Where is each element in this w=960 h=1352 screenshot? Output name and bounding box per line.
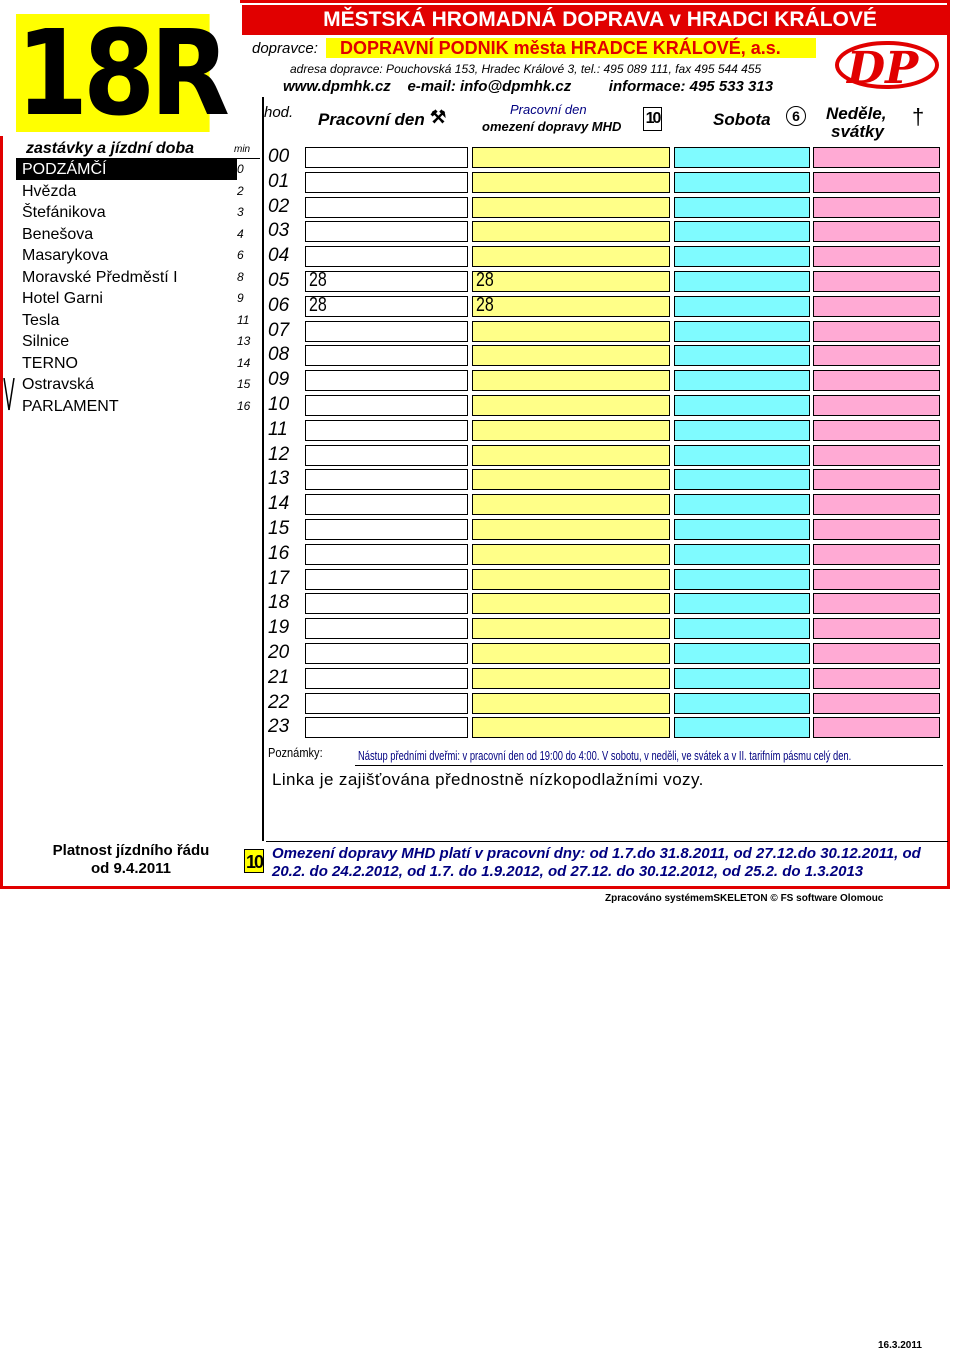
- cross-icon: †: [912, 104, 925, 129]
- hour-07: 07: [268, 319, 290, 341]
- cell-sunday-04: [813, 246, 940, 267]
- hour-13: 13: [268, 468, 290, 490]
- operator-name: DOPRAVNÍ PODNIK města HRADCE KRÁLOVÉ, a.s.: [326, 38, 816, 58]
- cell-sunday-08: [813, 345, 940, 366]
- stop-row: [16, 267, 260, 288]
- validity-line2: od 9.4.2011: [90, 860, 172, 877]
- cell-weekday-01: [305, 172, 468, 193]
- cell-restricted-13: [472, 469, 670, 490]
- stop-minutes: 14: [237, 355, 251, 370]
- cell-restricted-17: [472, 569, 670, 590]
- stop-name: PODZÁMČÍ: [22, 161, 107, 178]
- cell-sunday-22: [813, 693, 940, 714]
- cell-sunday-03: [813, 221, 940, 242]
- column-restricted-title: Pracovní den: [510, 102, 587, 117]
- cell-sunday-19: [813, 618, 940, 639]
- cell-saturday-23: [674, 717, 810, 738]
- stop-minutes: 16: [237, 398, 251, 413]
- cell-weekday-16: [305, 544, 468, 565]
- hour-19: 19: [268, 617, 290, 639]
- route-number: 18R: [16, 4, 225, 142]
- cell-saturday-00: [674, 147, 810, 168]
- cell-weekday-07: [305, 321, 468, 342]
- cell-sunday-23: [813, 717, 940, 738]
- cell-restricted-20: [472, 643, 670, 664]
- cell-saturday-04: [674, 246, 810, 267]
- cell-weekday-08: [305, 345, 468, 366]
- cell-sunday-11: [813, 420, 940, 441]
- restriction-badge-icon: 10: [244, 849, 264, 873]
- cell-weekday-00: [305, 147, 468, 168]
- cell-sunday-20: [813, 643, 940, 664]
- cell-sunday-13: [813, 469, 940, 490]
- hour-04: 04: [268, 245, 290, 267]
- stop-name: Tesla: [22, 311, 60, 329]
- column-restricted-subtitle: omezení dopravy MHD: [482, 119, 622, 134]
- cell-sunday-02: [813, 197, 940, 218]
- hour-label: hod.: [264, 104, 294, 121]
- cell-weekday-14: [305, 494, 468, 515]
- cell-sunday-05: [813, 271, 940, 292]
- column-weekday: Pracovní den: [318, 110, 425, 129]
- logo-text: DP: [847, 43, 919, 94]
- cell-weekday-12: [305, 445, 468, 466]
- cell-restricted-22: [472, 693, 670, 714]
- cell-weekday-05: [305, 271, 468, 292]
- cell-sunday-10: [813, 395, 940, 416]
- hour-03: 03: [268, 220, 290, 242]
- pick-hammer-icon: ⚒: [430, 107, 447, 127]
- cell-restricted-05: [472, 271, 670, 292]
- saturday-mark-icon: 6: [786, 106, 806, 126]
- cell-restricted-18: [472, 593, 670, 614]
- cell-weekday-17: [305, 569, 468, 590]
- cell-saturday-11: [674, 420, 810, 441]
- cell-saturday-06: [674, 296, 810, 317]
- stop-name: Silnice: [22, 333, 70, 350]
- cell-saturday-03: [674, 221, 810, 242]
- cell-weekday-15: [305, 519, 468, 540]
- cell-restricted-09: [472, 370, 670, 391]
- cell-saturday-05: [674, 271, 810, 292]
- cell-saturday-08: [674, 345, 810, 366]
- notes-text: Nástup předními dveřmi: v pracovní den od 19:00 do 4:00. V sobotu, v neděli, ve svátek a v II. tarifním pásmu celý den.: [358, 748, 852, 763]
- cell-sunday-17: [813, 569, 940, 590]
- stop-row: [16, 331, 260, 352]
- cell-saturday-21: [674, 668, 810, 689]
- stop-row: [16, 310, 260, 331]
- hour-00: 00: [268, 146, 290, 167]
- footer-divider: [266, 841, 948, 842]
- restriction-text: Omezení dopravy MHD platí v pracovní dny: od 1.7.do 31.8.2011, od 27.12.do 30.12.2011, od 20.2. do 24.2.2012, od 1.7. do 1.9.2012, od 27.12. do 30.12.2012, od 25.2. do 1.3.2013: [272, 845, 921, 880]
- hour-18: 18: [268, 592, 290, 614]
- stop-row: [16, 159, 260, 180]
- cell-saturday-12: [674, 445, 810, 466]
- hour-06: 06: [268, 294, 290, 316]
- hour-23: 23: [268, 716, 290, 738]
- cell-restricted-23: [472, 717, 670, 738]
- cell-sunday-16: [813, 544, 940, 565]
- hour-21: 21: [268, 666, 290, 688]
- hour-05: 05: [268, 270, 290, 291]
- cell-weekday-06: [305, 293, 468, 317]
- operator-address: adresa dopravce: Pouchovská 153, Hradec Králové 3, tel.: 495 089 111, fax 495 544 455: [290, 62, 762, 76]
- cell-restricted-06: [472, 293, 670, 317]
- stop-minutes: 6: [237, 248, 244, 262]
- hour-22: 22: [268, 691, 290, 713]
- hour-20: 20: [268, 642, 290, 663]
- stop-name: PARLAMENT: [22, 397, 119, 415]
- validity-line1: Platnost jízdního řádu: [52, 842, 210, 859]
- cell-restricted-19: [472, 618, 670, 639]
- cell-weekday-23: [305, 717, 468, 738]
- cell-saturday-17: [674, 569, 810, 590]
- stop-name: Hotel Garni: [22, 290, 103, 307]
- cell-sunday-21: [813, 668, 940, 689]
- cell-restricted-14: [472, 494, 670, 515]
- validity: [16, 842, 246, 884]
- hour-02: 02: [268, 195, 290, 217]
- cell-restricted-01: [472, 172, 670, 193]
- cell-sunday-15: [813, 519, 940, 540]
- cell-restricted-10: [472, 395, 670, 416]
- hour-12: 12: [268, 443, 290, 465]
- operator-label: dopravce:: [252, 40, 318, 57]
- hour-16: 16: [268, 542, 290, 564]
- divider: [262, 97, 264, 841]
- cell-weekday-21: [305, 668, 468, 689]
- stop-name: TERNO: [22, 354, 78, 372]
- stop-name: Ostravská: [22, 376, 95, 393]
- hour-01: 01: [268, 170, 290, 192]
- cell-saturday-02: [674, 197, 810, 218]
- direction-arrow-icon: [3, 378, 15, 412]
- cell-sunday-14: [813, 494, 940, 515]
- cell-weekday-13: [305, 469, 468, 490]
- hour-15: 15: [268, 518, 290, 539]
- cell-restricted-03: [472, 221, 670, 242]
- cell-saturday-20: [674, 643, 810, 664]
- restricted-mark-icon: 10: [643, 107, 662, 131]
- stop-name: Hvězda: [22, 182, 77, 200]
- cell-sunday-18: [813, 593, 940, 614]
- cell-weekday-10: [305, 395, 468, 416]
- cell-sunday-09: [813, 370, 940, 391]
- cell-restricted-11: [472, 420, 670, 441]
- stop-row: [16, 396, 260, 417]
- stop-row: [16, 353, 260, 374]
- cell-saturday-13: [674, 469, 810, 490]
- hour-10: 10: [268, 394, 290, 415]
- stop-minutes: 9: [237, 291, 244, 305]
- stop-row: [16, 288, 260, 309]
- cell-sunday-12: [813, 445, 940, 466]
- cell-saturday-19: [674, 618, 810, 639]
- stop-name: Moravské Předměstí I: [22, 268, 178, 286]
- column-saturday: Sobota: [713, 110, 771, 129]
- stop-minutes: 0: [237, 159, 261, 180]
- stop-row: [16, 181, 260, 202]
- cell-restricted-16: [472, 544, 670, 565]
- cell-restricted-12: [472, 445, 670, 466]
- stop-minutes: 2: [237, 183, 244, 198]
- stop-name: Masarykova: [22, 247, 109, 264]
- cell-weekday-19: [305, 618, 468, 639]
- stop-minutes: 3: [237, 205, 244, 219]
- stop-row: [16, 224, 260, 245]
- route-badge: [0, 0, 240, 142]
- stop-row: [16, 245, 260, 266]
- departure-minute: 28: [309, 269, 327, 291]
- cell-saturday-16: [674, 544, 810, 565]
- cell-restricted-02: [472, 197, 670, 218]
- dp-logo: [825, 35, 940, 95]
- hour-09: 09: [268, 369, 290, 391]
- stop-row: [16, 202, 260, 223]
- cell-sunday-01: [813, 172, 940, 193]
- cell-saturday-15: [674, 519, 810, 540]
- cell-weekday-20: [305, 643, 468, 664]
- cell-saturday-22: [674, 693, 810, 714]
- cell-restricted-04: [472, 246, 670, 267]
- stop-row: [16, 374, 260, 395]
- cell-saturday-07: [674, 321, 810, 342]
- stops-header-min: min: [234, 144, 251, 155]
- hour-11: 11: [268, 418, 288, 440]
- hour-17: 17: [268, 567, 290, 589]
- notes-label: Poznámky:: [268, 745, 323, 760]
- processed-by: Zpracováno systémemSKELETON © FS software Olomouc: [605, 893, 884, 904]
- cell-saturday-09: [674, 370, 810, 391]
- column-sunday-title: Neděle,: [826, 104, 887, 123]
- column-sunday-subtitle: svátky: [831, 122, 884, 141]
- cell-saturday-10: [674, 395, 810, 416]
- cell-saturday-01: [674, 172, 810, 193]
- stops-header-label: zastávky a jízdní doba: [26, 140, 195, 157]
- stop-minutes: 11: [237, 312, 250, 327]
- cell-saturday-18: [674, 593, 810, 614]
- contacts-line: www.dpmhk.cz e-mail: info@dpmhk.cz informace: 495 533 313: [283, 78, 774, 95]
- stop-minutes: 4: [237, 226, 244, 241]
- departure-minute: 28: [309, 293, 327, 316]
- notes-underline: [355, 765, 943, 766]
- cell-restricted-08: [472, 345, 670, 366]
- departure-minute: 28: [476, 269, 494, 291]
- cell-weekday-09: [305, 370, 468, 391]
- cell-saturday-14: [674, 494, 810, 515]
- stop-minutes: 15: [237, 377, 251, 391]
- cell-sunday-07: [813, 321, 940, 342]
- cell-weekday-03: [305, 221, 468, 242]
- departure-minute: 28: [476, 293, 494, 316]
- cell-weekday-18: [305, 593, 468, 614]
- cell-restricted-21: [472, 668, 670, 689]
- cell-restricted-15: [472, 519, 670, 540]
- low-floor-note: Linka je zajišťována přednostně nízkopodlažními vozy.: [272, 770, 704, 789]
- cell-restricted-00: [472, 147, 670, 168]
- print-date: 16.3.2011: [878, 1340, 922, 1351]
- cell-sunday-00: [813, 147, 940, 168]
- cell-restricted-07: [472, 321, 670, 342]
- hour-14: 14: [268, 493, 290, 515]
- cell-sunday-06: [813, 296, 940, 317]
- stop-name: Štefánikova: [22, 204, 106, 221]
- page-title: MĚSTSKÁ HROMADNÁ DOPRAVA v HRADCI KRÁLOVÉ: [323, 8, 877, 31]
- stop-minutes: 8: [237, 269, 244, 284]
- cell-weekday-22: [305, 693, 468, 714]
- stop-minutes: 13: [237, 334, 251, 348]
- cell-weekday-02: [305, 197, 468, 218]
- hour-08: 08: [268, 344, 290, 366]
- cell-weekday-11: [305, 420, 468, 441]
- cell-weekday-04: [305, 246, 468, 267]
- stop-name: Benešova: [22, 225, 94, 243]
